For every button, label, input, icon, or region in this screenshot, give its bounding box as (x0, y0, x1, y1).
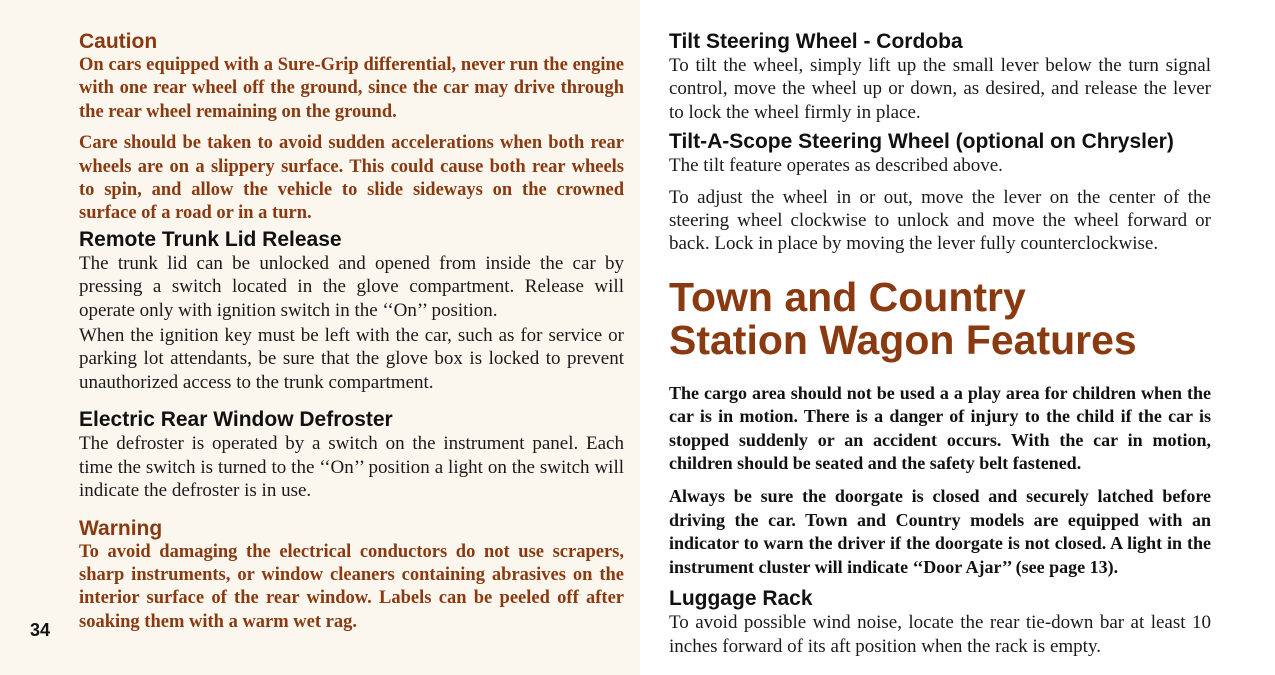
tilt-a-scope-paragraph-1: The tilt feature operates as described above. (669, 155, 1003, 177)
tilt-a-scope-heading: Tilt-A-Scope Steering Wheel (optional on Chrysler) (669, 130, 1174, 154)
warning-paragraph: To avoid damaging the electrical conductors do not use scrapers, sharp instruments, or window cleaners containing abrasives on the interior surface of the rear window. Labels can be peeled off after soaking them with a warm wet rag. (79, 541, 624, 632)
page-number: 34 (30, 620, 51, 640)
station-wagon-paragraph-1: The cargo area should not be used a a play area for children when the car is in motion. There is a danger of injury to the child if the car is stopped suddenly or an accident occurs. With the car in motion, children should be seated and the safety belt fastened. (669, 382, 1211, 474)
tilt-paragraph: To tilt the wheel, simply lift up the small lever below the turn signal control, move the wheel up or down, as desired, and release the lever to lock the wheel firmly in place. (669, 55, 1211, 123)
tilt-heading: Tilt Steering Wheel - Cordoba (669, 30, 963, 53)
tilt-section (669, 30, 1211, 124)
caution-paragraph-1: On cars equipped with a Sure-Grip differential, never run the engine with one rear wheel off the ground, since the car may drive through the rear wheel remaining on the ground. (79, 55, 624, 122)
caution-paragraph-2: Care should be taken to avoid sudden accelerations when both rear wheels are on a slippery surface. This could cause both rear wheels to spin, and allow the vehicle to slide sideways on the crowned surface of a road or in a turn. (79, 133, 624, 224)
remote-trunk-heading: Remote Trunk Lid Release (79, 227, 342, 251)
remote-trunk-paragraph-1: The trunk lid can be unlocked and opened from inside the car by pressing a switch located in the glove compartment. Release will operate only with ignition switch in the ‘‘On’’ position. (79, 252, 624, 321)
station-wagon-title-line-2: Station Wagon Features (669, 316, 1137, 363)
warning-heading: Warning (79, 516, 163, 540)
luggage-section (669, 587, 1211, 658)
luggage-paragraph: To avoid possible wind noise, locate the rear tie-down bar at least 10 inches forward of its aft position when the rack is empty. (669, 612, 1211, 657)
luggage-heading: Luggage Rack (669, 587, 813, 611)
tilt-a-scope-section (669, 130, 1211, 256)
tilt-a-scope-paragraph-2: To adjust the wheel in or out, move the lever on the center of the steering wheel clockwise to unlock and move the wheel forward or back. Lock in place by moving the lever fully counterclockwise. (669, 186, 1211, 255)
defroster-paragraph: The defroster is operated by a switch on the instrument panel. Each time the switch is turned to the ‘‘On’’ position a light on the switch will indicate the defroster is in use. (79, 433, 624, 502)
right-column (669, 30, 1211, 658)
caution-section (79, 30, 624, 226)
remote-trunk-paragraph-2: When the ignition key must be left with the car, such as for service or parking lot attendants, be sure that the glove box is locked to prevent unauthorized access to the trunk compartment. (79, 325, 624, 393)
caution-heading: Caution (79, 30, 158, 53)
station-wagon-paragraph-2: Always be sure the doorgate is closed and securely latched before driving the car. Town and Country models are equipped with an indicator to warn the driver if the doorgate is not closed. A light in the instrument cluster will indicate ‘‘Door Ajar’’ (see page 13). (669, 486, 1211, 577)
station-wagon-section (669, 273, 1211, 579)
warning-section (79, 517, 624, 635)
defroster-section (79, 408, 624, 502)
left-column (79, 30, 624, 634)
page-gutter (640, 0, 652, 675)
station-wagon-title-line-1: Town and Country (669, 273, 1026, 320)
remote-trunk-section (79, 228, 624, 394)
defroster-heading: Electric Rear Window Defroster (79, 408, 393, 432)
